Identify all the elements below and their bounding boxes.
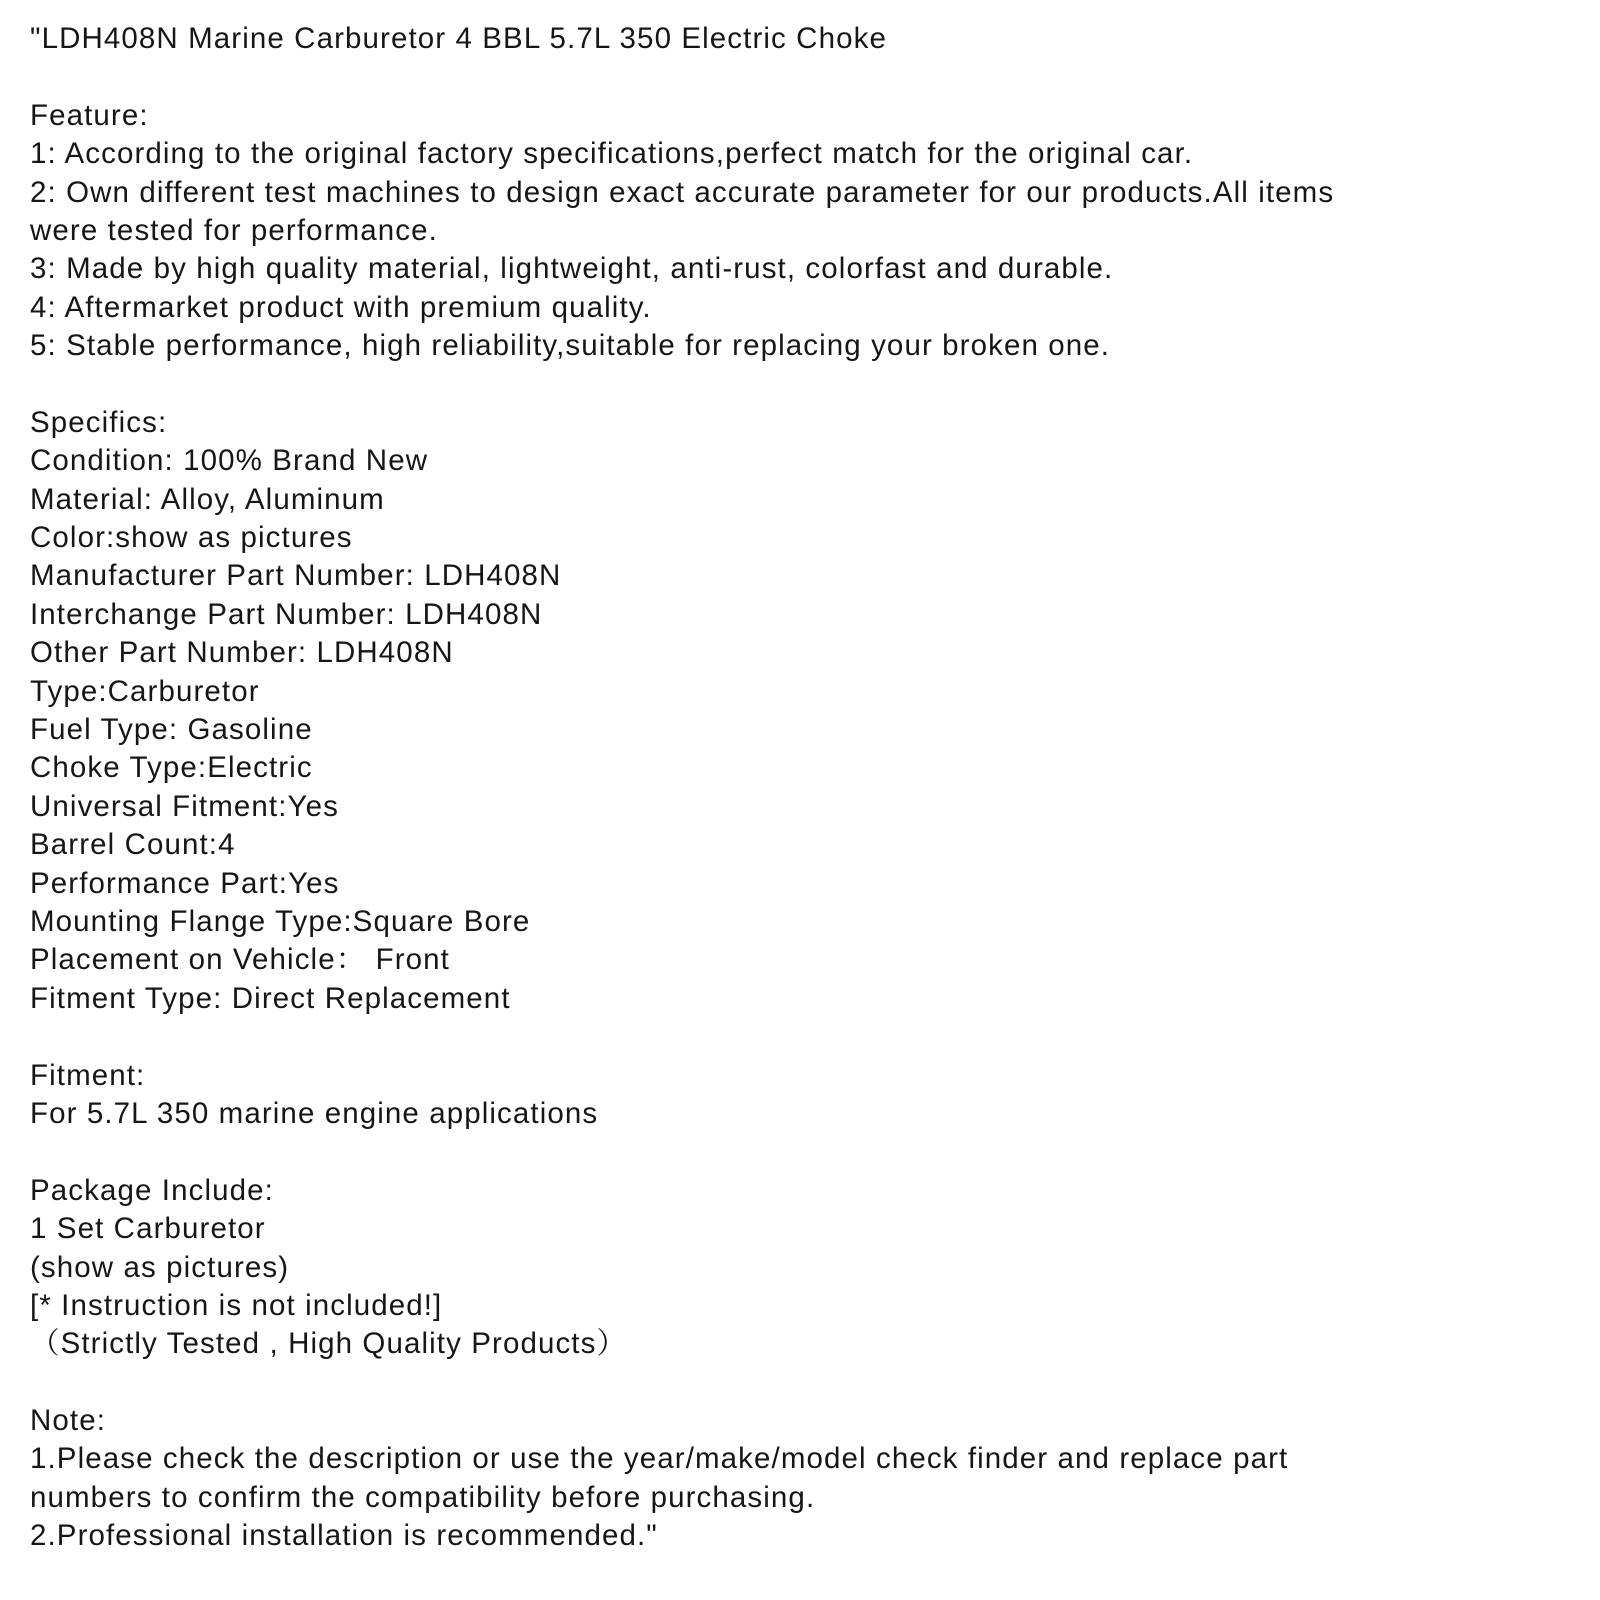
text-line: Type:Carburetor <box>30 674 260 708</box>
text-line: Fitment Type: Direct Replacement <box>30 981 511 1015</box>
text-line: (show as pictures) <box>30 1250 290 1284</box>
text-line <box>30 1018 1570 1056</box>
text-line <box>30 58 1570 96</box>
text-line: "LDH408N Marine Carburetor 4 BBL 5.7L 350 Electric Choke <box>30 22 887 55</box>
text-line: Material: Alloy, Aluminum <box>30 482 385 516</box>
text-line: Fitment: <box>30 1058 146 1092</box>
text-line <box>30 1133 1570 1171</box>
text-line: 3: Made by high quality material, lightweight, anti-rust, colorfast and durable. <box>30 252 1114 286</box>
text-line: [* Instruction is not included!] <box>30 1288 443 1322</box>
text-line: Note: <box>30 1404 107 1438</box>
text-line: Choke Type:Electric <box>30 751 313 785</box>
text-line: Color:show as pictures <box>30 521 353 555</box>
text-line: 2.Professional installation is recommended." <box>30 1519 658 1553</box>
text-line: For 5.7L 350 marine engine applications <box>30 1096 599 1130</box>
text-line: Barrel Count:4 <box>30 828 236 862</box>
text-line: Condition: 100% Brand New <box>30 444 429 478</box>
text-line: Performance Part:Yes <box>30 866 340 900</box>
text-line: were tested for performance. <box>30 213 438 247</box>
product-description-text <box>30 20 1570 1556</box>
text-line: 2: Own different test machines to design exact accurate parameter for our products.All items <box>30 175 1335 209</box>
text-line: （Strictly Tested , High Quality Products） <box>30 1327 628 1361</box>
text-line: 1.Please check the description or use the year/make/model check finder and replace part <box>30 1442 1289 1476</box>
text-line: Fuel Type: Gasoline <box>30 713 313 747</box>
text-line: 5: Stable performance, high reliability,suitable for replacing your broken one. <box>30 329 1111 363</box>
text-line: Placement on Vehicle： Front <box>30 943 450 977</box>
text-line: Interchange Part Number: LDH408N <box>30 597 543 631</box>
text-line: Universal Fitment:Yes <box>30 789 339 823</box>
text-line: Other Part Number: LDH408N <box>30 636 454 670</box>
text-line: Feature: <box>30 98 149 132</box>
text-line: Manufacturer Part Number: LDH408N <box>30 559 562 593</box>
text-line: 1 Set Carburetor <box>30 1212 266 1246</box>
text-line: Specifics: <box>30 405 168 439</box>
text-line: Package Include: <box>30 1173 274 1207</box>
text-line: 4: Aftermarket product with premium quality. <box>30 290 652 324</box>
text-line <box>30 366 1570 404</box>
text-line <box>30 1364 1570 1402</box>
text-line: 1: According to the original factory specifications,perfect match for the original car. <box>30 137 1194 171</box>
text-line: numbers to confirm the compatibility before purchasing. <box>30 1480 816 1514</box>
text-line: Mounting Flange Type:Square Bore <box>30 904 531 938</box>
